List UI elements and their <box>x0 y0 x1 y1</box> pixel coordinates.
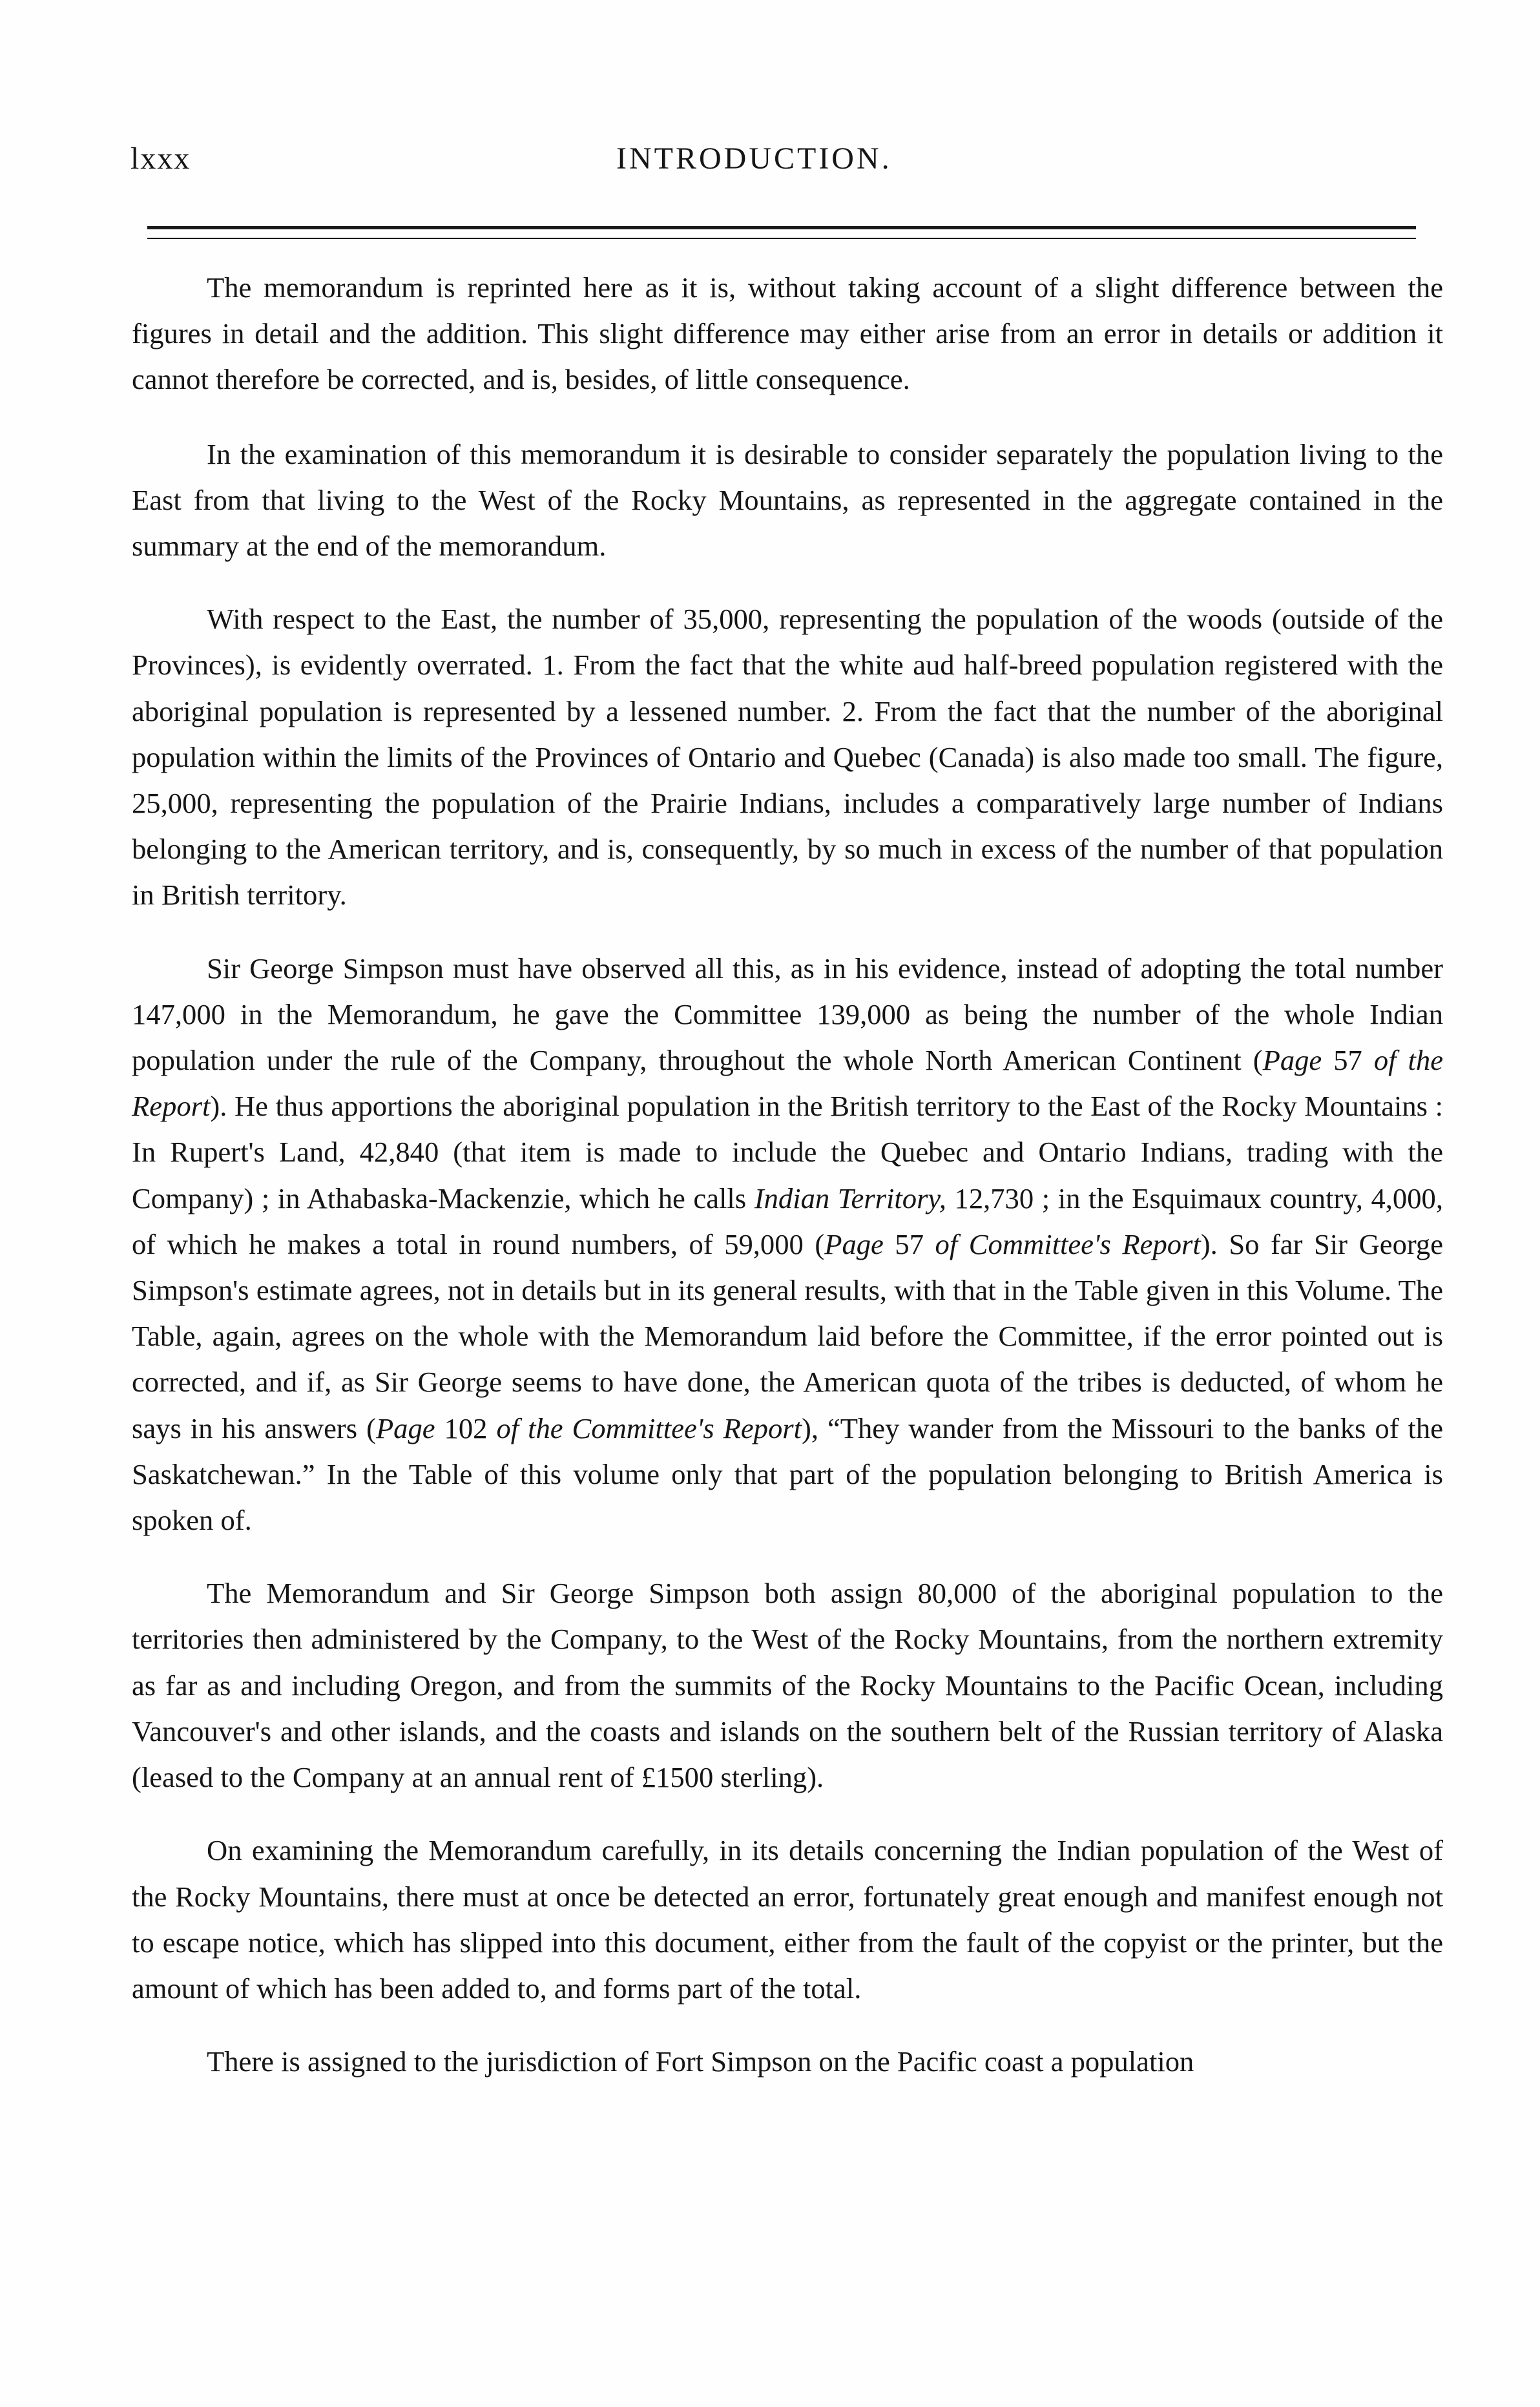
paragraph-2: In the examination of this memorandum it is desirable to consider separately the population living to the East from that living to the West of the Rocky Mountains, as represented in the aggregate contained in the summary at the end of the memorandum. <box>132 437 1443 563</box>
paragraph-4-italic-2: of the Report <box>132 1044 1443 1123</box>
paragraph-1: The memorandum is reprinted here as it is, without taking account of a slight difference between the figures in detail and the addition. This slight difference may either arise from an error in details or addition it cannot therefore be corrected, and is, besides, of little consequence. <box>132 271 1443 396</box>
paragraph-6: On examining the Memorandum carefully, in its details concerning the Indian population of the West of the Rocky Mountains, there must at once be detected an error, fortunately great enough and manifest enough not to escape notice, which has slipped into this document, either from the fault of the copyist or the printer, but the amount of which has been added to, and forms part of the total. <box>132 1834 1443 2005</box>
header-rule-thin <box>147 238 1416 239</box>
paragraph-4-italic-3: Indian Territory, <box>754 1182 946 1214</box>
paragraph-4-text-1: Sir George Simpson must have observed all this, as in his evidence, instead of adopting the total number 147,000 in the Memorandum, he gave the Committee 139,000 as being the number of the whole Indian population under the rule of the Company, throughout the whole North American Continent ( <box>132 952 1443 1077</box>
page-number: lxxx <box>130 141 191 176</box>
header-rule-thick <box>147 226 1416 229</box>
running-head <box>130 141 1442 186</box>
paragraph-4-italic-1: Page <box>1262 1044 1322 1077</box>
paragraph-4-italic-7: of the Committee's Report <box>496 1412 802 1444</box>
paragraph-5: The Memorandum and Sir George Simpson both assign 80,000 of the aboriginal population to the territories then administered by the Company, to the West of the Rocky Mountains, from the northern extremity as far as and including Oregon, and from the summits of the Rocky Mountains to the Pacific Ocean, including Vancouver's and other islands, and the coasts and islands on the southern belt of the Russian territory of Alaska (leased to the Company at an annual rent of £1500 sterling). <box>132 1577 1443 1794</box>
paragraph-4-text-6: ). So far Sir George Simpson's estimate agrees, not in details but in its general results, with that in the Table given in this Volume. The Table, again, agrees on the whole with the Memorandum laid before the Committee, if the error pointed out is corrected, and if, as Sir George seems to have done, the American quota of the tribes is deducted, of whom he says in his answers ( <box>132 1227 1444 1444</box>
body-text <box>132 265 1443 2085</box>
paragraph-4-italic-4: Page <box>824 1227 884 1260</box>
paragraph-4 <box>132 946 1443 1544</box>
paragraph-4-italic-5: of Committee's Report <box>935 1227 1201 1260</box>
paragraph-7: There is assigned to the jurisdiction of Fort Simpson on the Pacific coast a population <box>207 2045 1194 2078</box>
paragraph-4-text-2: 57 <box>1322 1044 1374 1077</box>
paragraph-4-text-8: ), “They wander from the Missouri to the banks of the Saskatchewan.” In the Table of this volume only that part of the population belonging to British America is spoken of. <box>132 1412 1443 1537</box>
paragraph-4-text-3: ). He thus apportions the aboriginal population in the British territory to the East of the Rocky Mountains : In Rupert's Land, 42,840 (that item is made to include the Quebec and Ontario Indians, trading with the Company) ; in Athabaska-Mackenzie, which he calls <box>132 1090 1443 1214</box>
paragraph-4-text-4: 12,730 ; in the Esquimaux country, 4,000, of which he makes a total in round numbers, of 59,000 ( <box>132 1182 1443 1260</box>
paragraph-3: With respect to the East, the number of 35,000, representing the population of the woods (outside of the Provinces), is evidently overrated. 1. From the fact that the white aud half-breed population registered with the aboriginal population is represented by a lessened number. 2. From the fact that the number of the aboriginal population within the limits of the Provinces of Ontario and Quebec (Canada) is also made too small. The figure, 25,000, representing the population of the Prairie Indians, includes a comparatively large number of Indians belonging to the American territory, and is, consequently, by so much in excess of the number of that population in British territory. <box>132 603 1443 912</box>
paragraph-4-text-5: 57 <box>883 1227 935 1260</box>
page-title: INTRODUCTION. <box>616 141 892 176</box>
paragraph-4-italic-6: Page <box>375 1412 435 1444</box>
paragraph-4-text-7: 102 <box>435 1412 497 1444</box>
